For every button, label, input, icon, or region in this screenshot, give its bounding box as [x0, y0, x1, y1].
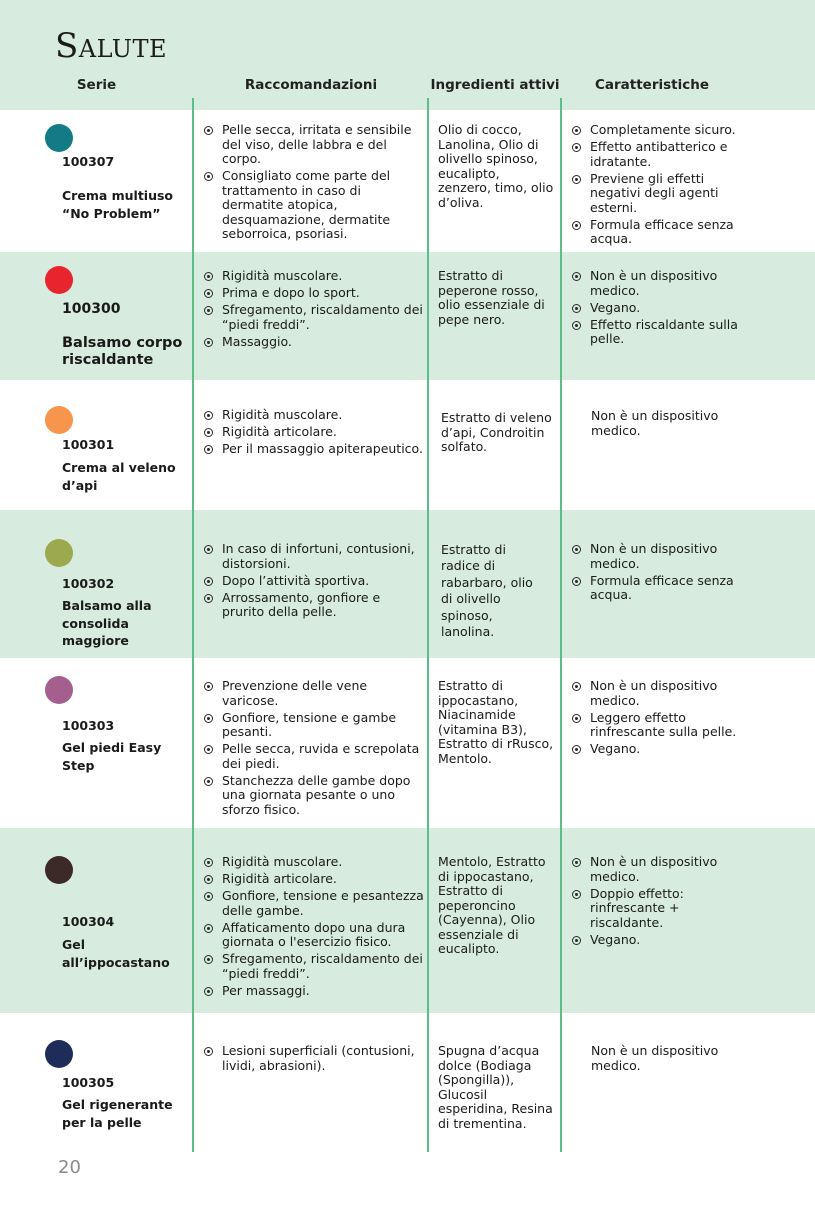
features-list	[572, 855, 750, 947]
bullet-icon	[204, 987, 213, 996]
list-item	[204, 889, 426, 918]
list-item	[204, 711, 426, 740]
list-item	[572, 123, 750, 138]
bullet-icon	[572, 304, 581, 313]
column-divider	[560, 98, 562, 1152]
recommendations-cell	[204, 542, 426, 622]
bullet-icon	[204, 172, 213, 181]
page-title: Salute	[55, 26, 168, 66]
list-item	[572, 742, 750, 757]
recommendations-cell	[204, 855, 426, 1001]
list-item	[204, 774, 426, 818]
list-item	[204, 1044, 426, 1073]
recommendations-list	[204, 269, 426, 349]
ingredients-cell: Estratto di peperone rosso, olio essenziale di pepe nero.	[438, 268, 545, 327]
bullet-icon	[204, 1047, 213, 1056]
product-code: 100304	[62, 914, 115, 929]
column-header-caratteristiche: Caratteristiche	[594, 77, 710, 93]
list-item-text: Pelle secca, ruvida e screpolata dei piedi.	[222, 741, 420, 771]
column-header-raccomandazioni: Raccomandazioni	[244, 77, 378, 93]
list-item-text: Formula efficace senza acqua.	[590, 216, 734, 246]
list-item	[204, 679, 426, 708]
list-item-text: Vegano.	[590, 741, 641, 756]
recommendations-list	[204, 123, 426, 242]
list-item	[572, 679, 750, 708]
list-item-text: Completamente sicuro.	[590, 122, 736, 137]
bullet-icon	[204, 924, 213, 933]
list-item-text: Stanchezza delle gambe dopo una giornata pesante o uno sforzo fisico.	[222, 772, 411, 817]
product-name: Gel rigenerante per la pelle	[62, 1097, 173, 1130]
list-item	[204, 269, 426, 284]
list-item	[204, 574, 426, 589]
bullet-icon	[204, 428, 213, 437]
product-code: 100301	[62, 437, 115, 452]
list-item	[204, 286, 426, 301]
list-item-text: Rigidità articolare.	[222, 424, 337, 439]
recommendations-list	[204, 679, 426, 817]
product-row	[0, 110, 815, 252]
product-name: Crema multiuso “No Problem”	[62, 188, 174, 221]
list-item-text: Doppio effetto: rinfrescante + riscaldante.	[590, 885, 684, 930]
list-item-text: Pelle secca, irritata e sensibile del viso, delle labbra e del corpo.	[222, 122, 412, 166]
bullet-icon	[204, 126, 213, 135]
ingredients-cell: Estratto di veleno d’api, Condroitin solfato.	[441, 410, 552, 454]
features-cell	[572, 269, 750, 349]
product-name: Balsamo alla consolida maggiore	[62, 598, 152, 648]
bullet-icon	[204, 338, 213, 347]
product-name: Gel piedi Easy Step	[62, 740, 162, 773]
list-item-text: Dopo l’attività sportiva.	[222, 572, 370, 588]
product-row	[0, 252, 815, 380]
bullet-icon	[572, 175, 581, 184]
bullet-icon	[204, 289, 213, 298]
bullet-icon	[572, 936, 581, 945]
features-cell	[572, 855, 750, 950]
list-item-text: Per massaggi.	[222, 982, 310, 998]
list-item-text: Arrossamento, gonfiore e prurito della pelle.	[222, 589, 381, 619]
list-item	[572, 933, 750, 948]
product-code: 100307	[62, 154, 115, 169]
list-item-text: Gonfiore, tensione e gambe pesanti.	[222, 709, 397, 739]
list-item	[572, 542, 750, 571]
product-row	[0, 658, 815, 828]
list-item-text: Sfregamento, riscaldamento dei “piedi freddi”.	[222, 951, 423, 981]
product-name: Crema al veleno d’api	[62, 460, 176, 493]
recommendations-cell	[204, 1044, 426, 1076]
list-item-text: Rigidità articolare.	[222, 871, 337, 886]
bullet-icon	[204, 306, 213, 315]
list-item	[204, 123, 426, 167]
bullet-icon	[572, 321, 581, 330]
list-item	[204, 984, 426, 999]
list-item	[204, 591, 426, 620]
list-item-text: Gonfiore, tensione e pesantezza delle gambe.	[222, 888, 424, 918]
list-item-text: Rigidità muscolare.	[222, 407, 343, 422]
list-item	[204, 742, 426, 771]
list-item-text: Lesioni superficiali (contusioni, lividi, abrasioni).	[222, 1043, 415, 1073]
bullet-icon	[204, 714, 213, 723]
product-row	[0, 380, 815, 510]
list-item	[572, 855, 750, 884]
list-item	[572, 269, 750, 298]
list-item-text: Effetto riscaldante sulla pelle.	[590, 316, 738, 346]
list-item	[572, 218, 750, 247]
list-item-text: Non è un dispositivo medico.	[590, 678, 718, 708]
bullet-icon	[204, 955, 213, 964]
column-divider	[427, 98, 429, 1152]
features-list	[572, 679, 750, 757]
list-item-text: Rigidità muscolare.	[222, 268, 343, 283]
bullet-icon	[572, 126, 581, 135]
color-swatch-dot	[45, 124, 73, 152]
list-item-text: Prima e dopo lo sport.	[222, 285, 360, 300]
list-item-text: Massaggio.	[222, 333, 292, 349]
list-item	[204, 303, 426, 332]
ingredients-cell: Olio di cocco, Lanolina, Olio di olivello spinoso, eucalipto, zenzero, timo, olio d’oliva.	[438, 122, 554, 210]
list-item	[572, 172, 750, 216]
recommendations-list	[204, 542, 426, 620]
list-item	[204, 425, 426, 440]
bullet-icon	[572, 714, 581, 723]
bullet-icon	[204, 411, 213, 420]
list-item	[204, 872, 426, 887]
list-item-text: Affaticamento dopo una dura giornata o l'esercizio fisico.	[222, 919, 406, 949]
bullet-icon	[572, 143, 581, 152]
list-item	[204, 542, 426, 571]
column-divider	[192, 98, 194, 1152]
bullet-icon	[572, 858, 581, 867]
product-code: 100303	[62, 718, 115, 733]
features-cell	[572, 679, 750, 759]
list-item-text: Leggero effetto rinfrescante sulla pelle.	[590, 709, 737, 739]
list-item-text: Vegano.	[590, 931, 641, 947]
product-code: 100302	[62, 576, 115, 591]
bullet-icon	[572, 745, 581, 754]
features-cell: Non è un dispositivo medico.	[591, 1043, 719, 1073]
list-item	[204, 335, 426, 350]
list-item	[204, 952, 426, 981]
bullet-icon	[572, 577, 581, 586]
list-item-text: Non è un dispositivo medico.	[590, 854, 718, 884]
product-code: 100305	[62, 1075, 115, 1090]
list-item-text: Previene gli effetti negativi degli agenti esterni.	[590, 170, 719, 215]
list-item-text: Per il massaggio apiterapeutico.	[222, 441, 423, 456]
list-item	[204, 442, 426, 457]
list-item	[572, 711, 750, 740]
list-item-text: Rigidità muscolare.	[222, 854, 343, 869]
recommendations-cell	[204, 408, 426, 459]
recommendations-list	[204, 1044, 426, 1073]
list-item-text: Prevenzione delle vene varicose.	[222, 678, 368, 708]
bullet-icon	[572, 272, 581, 281]
ingredients-cell: Estratto di ippocastano, Niacinamide (vitamina B3), Estratto di rRusco, Mentolo.	[438, 678, 554, 766]
bullet-icon	[204, 594, 213, 603]
color-swatch-dot	[45, 266, 73, 294]
list-item-text: Effetto antibatterico e idratante.	[590, 139, 728, 169]
column-header-serie: Serie	[76, 77, 117, 93]
product-row	[0, 1013, 815, 1152]
list-item-text: Non è un dispositivo medico.	[590, 541, 718, 571]
list-item	[572, 301, 750, 316]
ingredients-cell: Estratto di radice di rabarbaro, olio di olivello spinoso, lanolina.	[441, 542, 533, 640]
list-item-text: Non è un dispositivo medico.	[590, 268, 718, 298]
color-swatch-dot	[45, 539, 73, 567]
list-item	[204, 921, 426, 950]
features-list	[572, 542, 750, 603]
list-item	[572, 574, 750, 603]
list-item-text: Formula efficace senza acqua.	[590, 572, 734, 602]
features-cell	[572, 123, 750, 249]
product-name: Gel all’ippocastano	[62, 937, 170, 970]
list-item-text: Consigliato come parte del trattamento in caso di dermatite atopica, desquamazione, dermatite seborroica, psoriasi.	[222, 168, 391, 241]
bullet-icon	[204, 745, 213, 754]
bullet-icon	[204, 445, 213, 454]
list-item	[204, 408, 426, 423]
list-item-text: Sfregamento, riscaldamento dei “piedi freddi”.	[222, 302, 423, 332]
color-swatch-dot	[45, 406, 73, 434]
bullet-icon	[204, 272, 213, 281]
features-cell	[572, 542, 750, 605]
bullet-icon	[572, 890, 581, 899]
page-number: 20	[58, 1157, 81, 1178]
recommendations-list	[204, 408, 426, 457]
bullet-icon	[204, 777, 213, 786]
bullet-icon	[572, 545, 581, 554]
product-row	[0, 510, 815, 658]
column-header-ingredienti: Ingredienti attivi	[430, 77, 560, 93]
bullet-icon	[204, 577, 213, 586]
bullet-icon	[204, 545, 213, 554]
color-swatch-dot	[45, 1040, 73, 1068]
list-item	[204, 855, 426, 870]
bullet-icon	[572, 682, 581, 691]
recommendations-cell	[204, 269, 426, 352]
color-swatch-dot	[45, 676, 73, 704]
list-item-text: Vegano.	[590, 299, 641, 315]
bullet-icon	[204, 875, 213, 884]
bullet-icon	[572, 221, 581, 230]
product-row	[0, 828, 815, 1013]
ingredients-cell: Mentolo, Estratto di ippocastano, Estratto di peperoncino (Cayenna), Olio essenziale di eucalipto.	[438, 854, 546, 956]
product-code: 100300	[62, 301, 121, 317]
recommendations-list	[204, 855, 426, 998]
bullet-icon	[204, 682, 213, 691]
bullet-icon	[204, 858, 213, 867]
features-cell: Non è un dispositivo medico.	[591, 408, 719, 438]
recommendations-cell	[204, 123, 426, 244]
list-item	[572, 887, 750, 931]
product-name: Balsamo corpo riscaldante	[62, 335, 183, 368]
features-list	[572, 123, 750, 247]
ingredients-cell: Spugna d’acqua dolce (Bodiaga (Spongilla)), Glucosil esperidina, Resina di trementina.	[438, 1043, 553, 1131]
list-item	[572, 318, 750, 347]
features-list	[572, 269, 750, 347]
color-swatch-dot	[45, 856, 73, 884]
list-item	[572, 140, 750, 169]
bullet-icon	[204, 892, 213, 901]
list-item	[204, 169, 426, 242]
recommendations-cell	[204, 679, 426, 820]
list-item-text: In caso di infortuni, contusioni, distorsioni.	[222, 541, 415, 571]
